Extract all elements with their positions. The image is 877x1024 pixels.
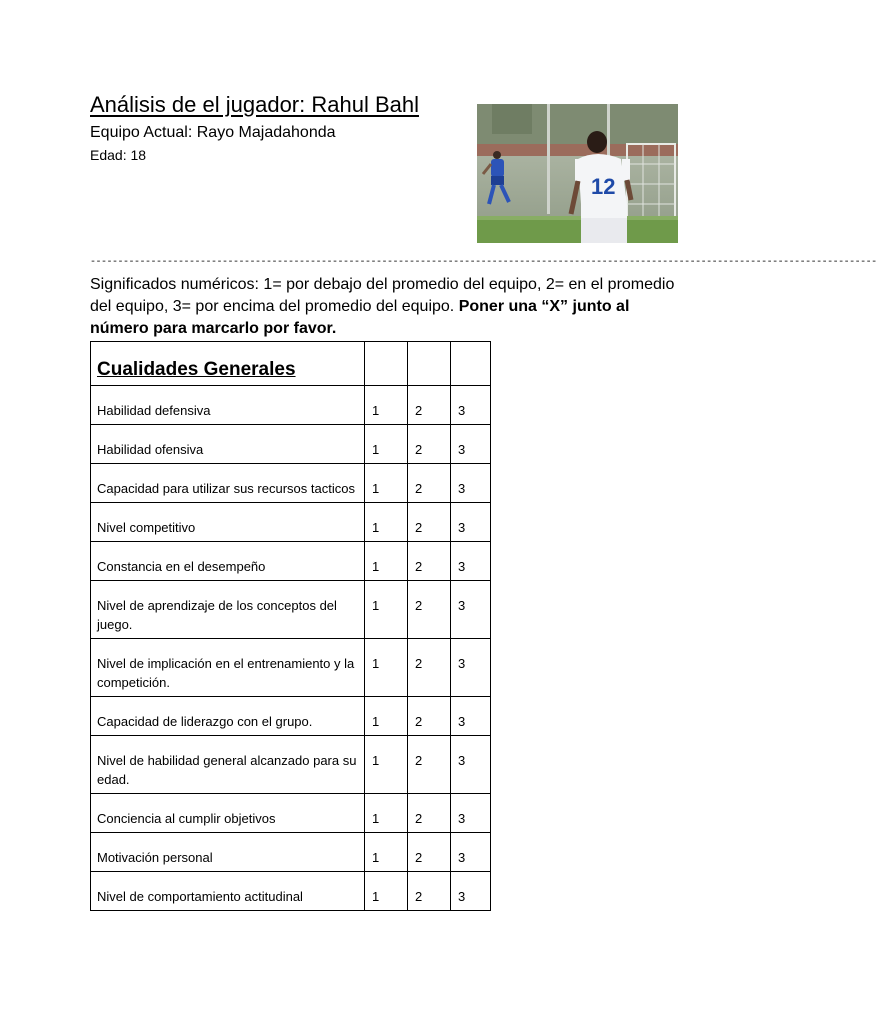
quality-label: Habilidad ofensiva — [91, 425, 365, 464]
rating-option-1[interactable]: 1 — [365, 872, 408, 911]
meanings-paragraph — [90, 274, 680, 340]
rating-option-3[interactable]: 3 — [451, 833, 491, 872]
quality-label: Nivel competitivo — [91, 503, 365, 542]
rating-option-3[interactable]: 3 — [451, 542, 491, 581]
table-row — [91, 425, 491, 464]
table-row — [91, 464, 491, 503]
rating-option-1[interactable]: 1 — [365, 639, 408, 697]
rating-option-2[interactable]: 2 — [408, 386, 451, 425]
rating-option-3[interactable]: 3 — [451, 386, 491, 425]
rating-option-2[interactable]: 2 — [408, 425, 451, 464]
quality-label: Habilidad defensiva — [91, 386, 365, 425]
rating-option-1[interactable]: 1 — [365, 542, 408, 581]
rating-option-2[interactable]: 2 — [408, 697, 451, 736]
table-row — [91, 833, 491, 872]
rating-option-2[interactable]: 2 — [408, 736, 451, 794]
table-row — [91, 386, 491, 425]
rating-option-2[interactable]: 2 — [408, 639, 451, 697]
player-photo — [477, 104, 678, 243]
rating-option-3[interactable]: 3 — [451, 425, 491, 464]
rating-option-3[interactable]: 3 — [451, 639, 491, 697]
rating-option-1[interactable]: 1 — [365, 503, 408, 542]
divider-line: ----------------------------------------------------------------------------------------------------------------------------------------------- — [90, 257, 877, 268]
rating-option-3[interactable]: 3 — [451, 794, 491, 833]
table-row — [91, 736, 491, 794]
qualities-table — [90, 341, 491, 911]
meanings-text: Significados numéricos: 1= por debajo del promedio del equipo, 2= en el promedio del equipo, 3= por encima del promedio del equipo. — [90, 276, 675, 315]
table-row — [91, 542, 491, 581]
rating-option-2[interactable]: 2 — [408, 833, 451, 872]
rating-option-1[interactable]: 1 — [365, 833, 408, 872]
rating-option-2[interactable]: 2 — [408, 794, 451, 833]
quality-label: Nivel de habilidad general alcanzado para su edad. — [91, 736, 365, 794]
rating-option-3[interactable]: 3 — [451, 872, 491, 911]
meanings-instruction: Poner una “X” junto al número para marcarlo por favor. — [90, 298, 630, 337]
rating-option-3[interactable]: 3 — [451, 503, 491, 542]
rating-option-1[interactable]: 1 — [365, 464, 408, 503]
quality-label: Constancia en el desempeño — [91, 542, 365, 581]
rating-option-2[interactable]: 2 — [408, 872, 451, 911]
table-header-row — [91, 342, 491, 386]
quality-label: Conciencia al cumplir objetivos — [91, 794, 365, 833]
quality-label: Nivel de aprendizaje de los conceptos del juego. — [91, 581, 365, 639]
rating-option-3[interactable]: 3 — [451, 581, 491, 639]
table-row — [91, 697, 491, 736]
rating-option-1[interactable]: 1 — [365, 736, 408, 794]
rating-option-1[interactable]: 1 — [365, 581, 408, 639]
quality-label: Nivel de implicación en el entrenamiento y la competición. — [91, 639, 365, 697]
table-row — [91, 581, 491, 639]
rating-option-2[interactable]: 2 — [408, 542, 451, 581]
table-heading: Cualidades Generales — [97, 359, 296, 380]
table-heading-empty — [451, 342, 491, 386]
rating-option-2[interactable]: 2 — [408, 464, 451, 503]
rating-option-1[interactable]: 1 — [365, 425, 408, 464]
rating-option-2[interactable]: 2 — [408, 503, 451, 542]
table-row — [91, 639, 491, 697]
quality-label: Capacidad para utilizar sus recursos tacticos — [91, 464, 365, 503]
rating-option-3[interactable]: 3 — [451, 464, 491, 503]
table-heading-cell — [91, 342, 365, 386]
current-team: Equipo Actual: Rayo Majadahonda — [90, 124, 336, 141]
rating-option-1[interactable]: 1 — [365, 386, 408, 425]
quality-label: Motivación personal — [91, 833, 365, 872]
quality-label: Nivel de comportamiento actitudinal — [91, 872, 365, 911]
rating-option-1[interactable]: 1 — [365, 697, 408, 736]
rating-option-1[interactable]: 1 — [365, 794, 408, 833]
jersey-number: 12 — [591, 174, 616, 199]
quality-label: Capacidad de liderazgo con el grupo. — [91, 697, 365, 736]
table-row — [91, 794, 491, 833]
table-heading-empty — [365, 342, 408, 386]
player-age: Edad: 18 — [90, 147, 147, 163]
page-title: Análisis de el jugador: Rahul Bahl — [90, 92, 419, 117]
rating-option-3[interactable]: 3 — [451, 736, 491, 794]
table-row — [91, 872, 491, 911]
rating-option-3[interactable]: 3 — [451, 697, 491, 736]
table-heading-empty — [408, 342, 451, 386]
rating-option-2[interactable]: 2 — [408, 581, 451, 639]
table-row — [91, 503, 491, 542]
